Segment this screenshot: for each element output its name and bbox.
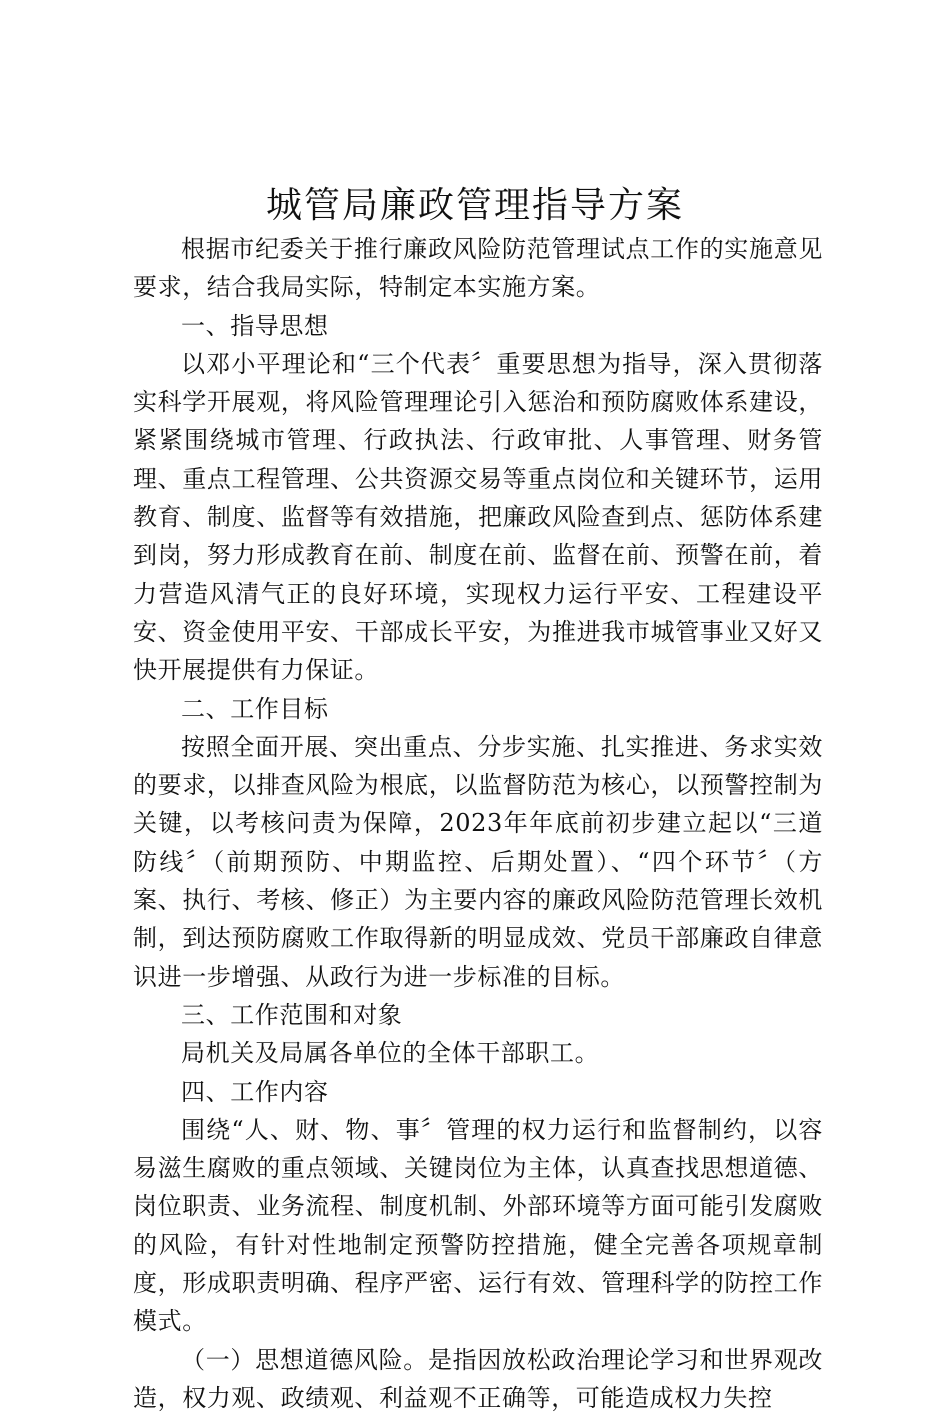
section-heading-work-content: 四、工作内容 — [181, 1077, 329, 1106]
document-title: 城管局廉政管理指导方案 — [265, 185, 684, 226]
intro-paragraph: 根据市纪委关于推行廉政风险防范管理试点工作的实施意见要求，结合我局实际，特制定本实施方案。 — [133, 235, 823, 302]
guiding-ideology-paragraph: 以邓小平理论和“三个代表〞重要思想为指导，深入贯彻落实科学开展观，将风险管理理论引入惩治和预防腐败体系建设，紧紧围绕城市管理、行政执法、行政审批、人事管理、财务管理、重点工程管理、公共资源交易等重点岗位和关键环节，运用教育、制度、监督等有效措施，把廉政风险查到点、惩防体系建到岗，努力形成教育在前、制度在前、监督在前、预警在前，着力营造风清气正的良好环境，实现权力运行平安、工程建设平安、资金使用平安、干部成长平安，为推进我市城管事业又好又快开展提供有力保证。 — [133, 349, 823, 685]
work-goals-paragraph: 按照全面开展、突出重点、分步实施、扎实推进、务求实效的要求，以排查风险为根底，以监督防范为核心，以预警控制为关键，以考核问责为保障，2023年年底前初步建立起以“三道防线〞（前期预防、中期监控、后期处置）、“四个环节〞（方案、执行、考核、修正）为主要内容的廉政风险防范管理长效机制，到达预防腐败工作取得新的明显成效、党员干部廉政自律意识进一步增强、从政行为进一步标准的目标。 — [133, 732, 823, 991]
work-content-paragraph: 围绕“人、财、物、事〞管理的权力运行和监督制约，以容易滋生腐败的重点领域、关键岗位为主体，认真查找思想道德、岗位职责、业务流程、制度机制、外部环境等方面可能引发腐败的风险，有针对性地制定预警防控措施，健全完善各项规章制度，形成职责明确、程序严密、运行有效、管理科学的防控工作模式。 — [133, 1115, 823, 1336]
ideological-risk-paragraph: （一）思想道德风险。是指因放松政治理论学习和世界观改造，权力观、政绩观、利益观不正确等，可能造成权力失控 — [133, 1345, 823, 1412]
section-heading-guiding-ideology: 一、指导思想 — [181, 311, 329, 340]
document-body — [133, 230, 823, 1417]
scope-paragraph: 局机关及局属各单位的全体干部职工。 — [181, 1039, 600, 1068]
section-heading-work-goals: 二、工作目标 — [181, 694, 329, 723]
section-heading-scope: 三、工作范围和对象 — [181, 1000, 403, 1029]
